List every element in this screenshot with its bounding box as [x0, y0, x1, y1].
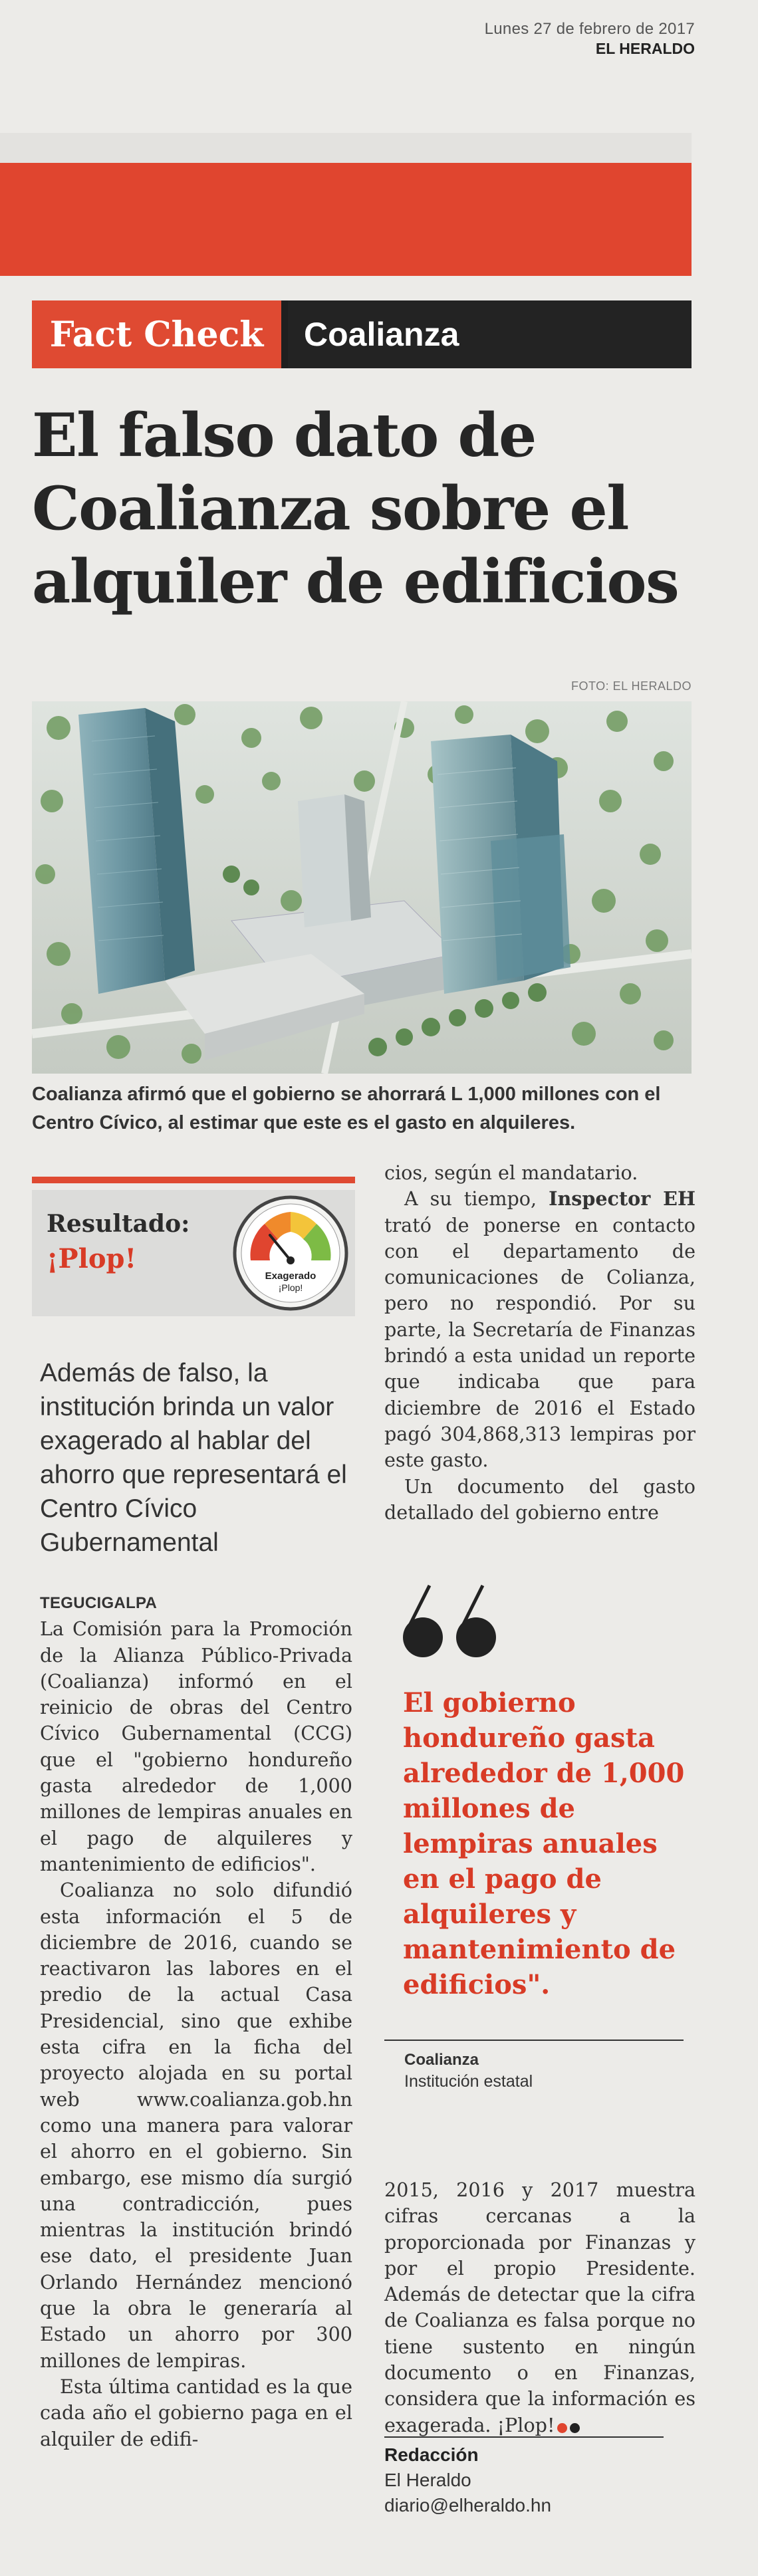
truth-meter-icon: [231, 1194, 350, 1312]
body-paragraph-4: cios, según el mandatario.: [384, 1161, 638, 1184]
body-column-left: [40, 1589, 352, 2452]
author-rule: [384, 2436, 664, 2438]
body-paragraph-5: [384, 1186, 695, 1473]
issue-date: Lunes 27 de febrero de 2017: [484, 20, 695, 38]
dateline: TEGUCIGALPA: [40, 1594, 158, 1612]
author-role: Redacción: [384, 2444, 479, 2465]
author-org: El Heraldo: [384, 2470, 471, 2490]
section-bar: [32, 300, 692, 368]
section-topic: Coalianza: [288, 300, 692, 368]
body-paragraph-7-text: 2015, 2016 y 2017 muestra cifras cercanas a la proporcionada por Finanzas y por el propio Presidente. Además de detectar que la cifra de Coalianza es falsa porque no tiene sustento en ningún documento o en Finanzas, considera que la información es exagerada. ¡Plop!: [384, 2178, 695, 2436]
author-block: [384, 2436, 690, 2516]
result-value: ¡Plop!: [47, 1243, 137, 1274]
result-top-rule: [32, 1177, 355, 1183]
end-mark-icon: [557, 2414, 582, 2440]
body-paragraph-6: Un documento del gasto detallado del gobierno entre: [384, 1474, 695, 1524]
section-label: Fact Check: [32, 300, 288, 368]
quote-source: [404, 2051, 684, 2091]
gauge-label-bottom: ¡Plop!: [278, 1282, 303, 1293]
inspector-eh: Inspector EH: [549, 1187, 695, 1211]
body-paragraph-3: Esta última cantidad es la que cada año el gobierno paga en el alquiler de edifi-: [40, 2375, 352, 2450]
body-paragraph-5-pre: A su tiempo,: [404, 1187, 549, 1211]
result-box: [32, 1190, 355, 1316]
newspaper-name: EL HERALDO: [595, 40, 695, 57]
quote-source-role: Institución estatal: [404, 2072, 533, 2091]
quote-marks-icon: [398, 1579, 504, 1665]
body-column-right-top: [384, 1160, 695, 1526]
article-photo: [32, 701, 692, 1074]
gauge-label-top: Exagerado: [265, 1270, 316, 1282]
civic-center-rendering: [32, 701, 692, 1074]
headline: El falso dato de Coalianza sobre el alquiler de edificios: [32, 400, 679, 617]
body-column-right-bottom: [384, 2177, 695, 2440]
body-paragraph-2: Coalianza no solo difundió esta información el 5 de diciembre de 2016, cuando se reactivaron las labores en el predio de la actual Casa Presidencial, sino que exhibe esta cifra en la ficha del proyecto alojada en su portal web www.coalianza.gob.hn como una manera para valorar el ahorro en el gobierno. Sin embargo, ese mismo día surgió una contradicción, pues mientras la institución brindó ese dato, el presidente Juan Orlando Hernández mencionó que la obra le generaría al Estado un ahorro por 300 millones de lempiras.: [40, 1879, 352, 2372]
deck-text: Además de falso, la institución brinda un valor exagerado al hablar del ahorro que representará el Centro Cívico Gubernamental: [40, 1359, 347, 1557]
quote-source-name: Coalianza: [404, 2051, 479, 2069]
masthead: [485, 20, 695, 58]
result-label: Resultado:: [47, 1210, 190, 1238]
top-red-band: [0, 163, 692, 276]
photo-credit: FOTO: EL HERALDO: [570, 679, 692, 693]
author-email: diario@elheraldo.hn: [384, 2495, 552, 2516]
quote-rule: [384, 2040, 684, 2041]
body-paragraph-1: La Comisión para la Promoción de la Alianza Público-Privada (Coalianza) informó en el reinicio de obras del Centro Cívico Gubernamental (CCG) que el "gobierno hondureño gasta alrededor de 1,000 millones de lempiras anuales en el pago de alquileres y mantenimiento de edificios".: [40, 1617, 352, 1875]
pull-quote: El gobierno hondureño gasta alrededor de 1,000 millones de lempiras anuales en el pago de alquileres y mantenimiento de edificios".: [403, 1687, 685, 2000]
body-paragraph-7: [384, 2177, 695, 2440]
body-paragraph-5-post: trató de ponerse en contacto con el departamento de comunicaciones de Colianza, pero no respondió. Por su parte, la Secretaría de Finanzas brindó a esta unidad un reporte que indicaba que para diciembre de 2016 el Estado pagó 304,868,313 lempiras por este gasto.: [384, 1213, 695, 1472]
photo-caption: Coalianza afirmó que el gobierno se ahorrará L 1,000 millones con el Centro Cívico, al estimar que este es el gasto en alquileres.: [32, 1084, 661, 1133]
top-grey-band: [0, 133, 692, 163]
